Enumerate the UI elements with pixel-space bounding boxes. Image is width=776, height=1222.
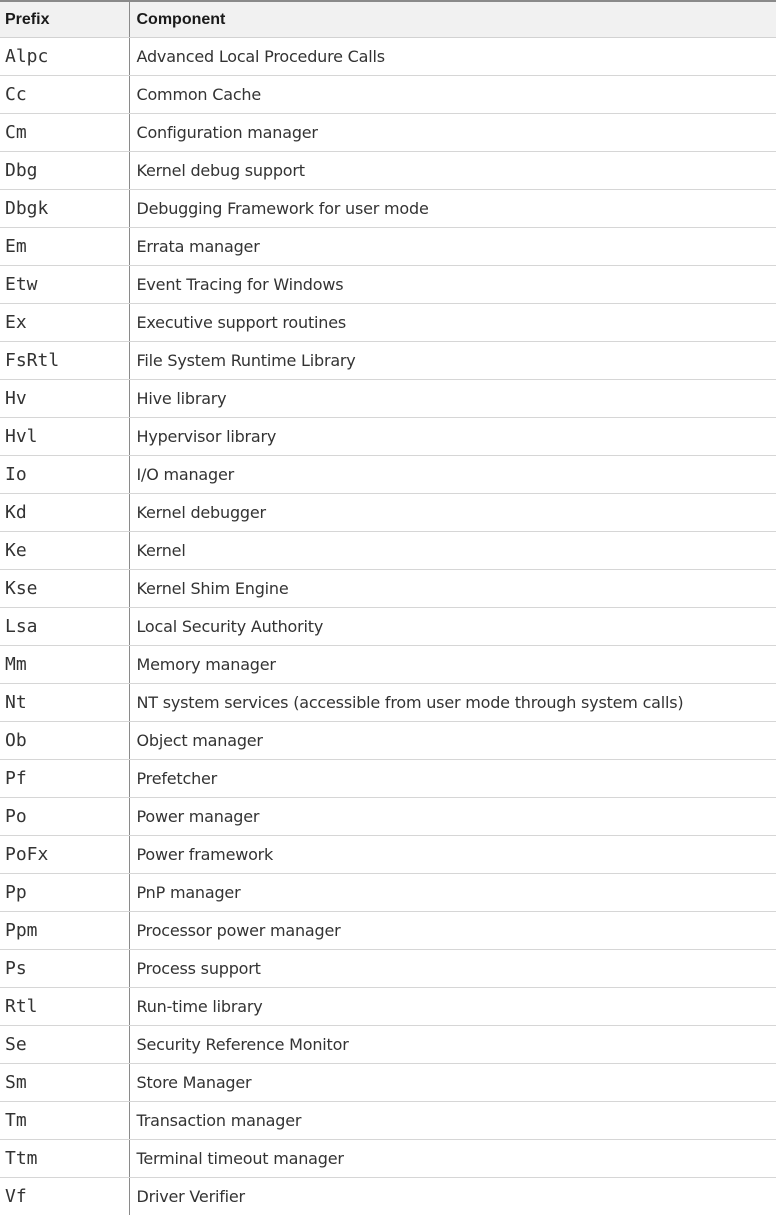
prefix-cell: Dbgk (0, 190, 129, 228)
prefix-cell: Ke (0, 532, 129, 570)
table-row (0, 1064, 776, 1102)
table-row (0, 912, 776, 950)
table-row (0, 76, 776, 114)
table-row (0, 494, 776, 532)
table-row (0, 1026, 776, 1064)
prefix-cell: PoFx (0, 836, 129, 874)
prefix-cell: Em (0, 228, 129, 266)
component-cell: Run-time library (129, 988, 776, 1026)
table-row (0, 684, 776, 722)
component-cell: Kernel debugger (129, 494, 776, 532)
prefix-cell: Ttm (0, 1140, 129, 1178)
component-cell: Local Security Authority (129, 608, 776, 646)
component-cell: Driver Verifier (136, 1187, 245, 1206)
prefix-cell: Ob (0, 722, 129, 760)
prefix-cell: Cm (0, 114, 129, 152)
prefix-cell: Etw (0, 266, 129, 304)
prefix-cell: Hvl (0, 418, 129, 456)
table-row (0, 1140, 776, 1178)
table-row (0, 798, 776, 836)
table-row (0, 190, 776, 228)
component-cell: Configuration manager (129, 114, 776, 152)
prefix-cell: Kd (0, 494, 129, 532)
prefix-cell: Nt (0, 684, 129, 722)
table-row (0, 266, 776, 304)
component-cell: Debugging Framework for user mode (129, 190, 776, 228)
component-cell: File System Runtime Library (129, 342, 776, 380)
component-cell: Terminal timeout manager (129, 1140, 776, 1178)
table-row (0, 152, 776, 190)
table-row (0, 304, 776, 342)
component-cell: Kernel Shim Engine (129, 570, 776, 608)
component-cell: NT system services (accessible from user mode through system calls) (129, 684, 776, 722)
table-row (0, 1102, 776, 1140)
component-cell: Executive support routines (129, 304, 776, 342)
component-cell: Store Manager (129, 1064, 776, 1102)
prefix-cell: Se (0, 1026, 129, 1064)
component-cell: Advanced Local Procedure Calls (129, 38, 776, 76)
header-component: Component (129, 1, 776, 38)
table-row (0, 988, 776, 1026)
prefix-cell: Ppm (0, 912, 129, 950)
prefix-cell: Pp (0, 874, 129, 912)
component-cell: I/O manager (129, 456, 776, 494)
table-row (0, 874, 776, 912)
prefix-cell: Rtl (0, 988, 129, 1026)
prefix-cell: FsRtl (0, 342, 129, 380)
component-cell: Processor power manager (129, 912, 776, 950)
prefix-cell: Sm (0, 1064, 129, 1102)
table-row (0, 532, 776, 570)
table-row (0, 342, 776, 380)
table-row (0, 380, 776, 418)
table-row (0, 646, 776, 684)
header-prefix: Prefix (0, 1, 129, 38)
component-cell: Prefetcher (129, 760, 776, 798)
component-cell: Errata manager (129, 228, 776, 266)
prefix-cell: Ps (0, 950, 129, 988)
component-cell: Object manager (129, 722, 776, 760)
table-row (0, 950, 776, 988)
component-cell: Hive library (129, 380, 776, 418)
component-cell: Transaction manager (129, 1102, 776, 1140)
prefix-cell: Hv (0, 380, 129, 418)
prefix-cell: Kse (0, 570, 129, 608)
component-cell: Hypervisor library (129, 418, 776, 456)
prefix-cell: Cc (0, 76, 129, 114)
prefix-cell: Dbg (0, 152, 129, 190)
table-body (0, 38, 776, 1216)
prefix-cell: Tm (0, 1102, 129, 1140)
table-row (0, 456, 776, 494)
component-cell: Power manager (129, 798, 776, 836)
component-cell: PnP manager (129, 874, 776, 912)
component-cell: Kernel debug support (129, 152, 776, 190)
prefix-cell: Ex (0, 304, 129, 342)
table-row (0, 570, 776, 608)
component-cell: Security Reference Monitor (129, 1026, 776, 1064)
table-row (0, 1178, 776, 1216)
table-row (0, 418, 776, 456)
table-row (0, 836, 776, 874)
table-row (0, 114, 776, 152)
table-row (0, 228, 776, 266)
prefix-cell: Lsa (0, 608, 129, 646)
prefix-cell: Vf (0, 1178, 129, 1216)
prefix-cell: Po (0, 798, 129, 836)
table-header (0, 1, 776, 38)
component-cell: Kernel (129, 532, 776, 570)
prefix-cell: Mm (0, 646, 129, 684)
component-cell: Event Tracing for Windows (129, 266, 776, 304)
component-cell: Common Cache (129, 76, 776, 114)
prefix-cell: Alpc (0, 38, 129, 76)
header-row (0, 1, 776, 38)
component-cell: Power framework (129, 836, 776, 874)
table-row (0, 608, 776, 646)
prefix-cell: Pf (0, 760, 129, 798)
component-cell: Memory manager (129, 646, 776, 684)
table-row (0, 38, 776, 76)
prefix-cell: Io (0, 456, 129, 494)
component-cell: Process support (129, 950, 776, 988)
table-row (0, 760, 776, 798)
table-row (0, 722, 776, 760)
